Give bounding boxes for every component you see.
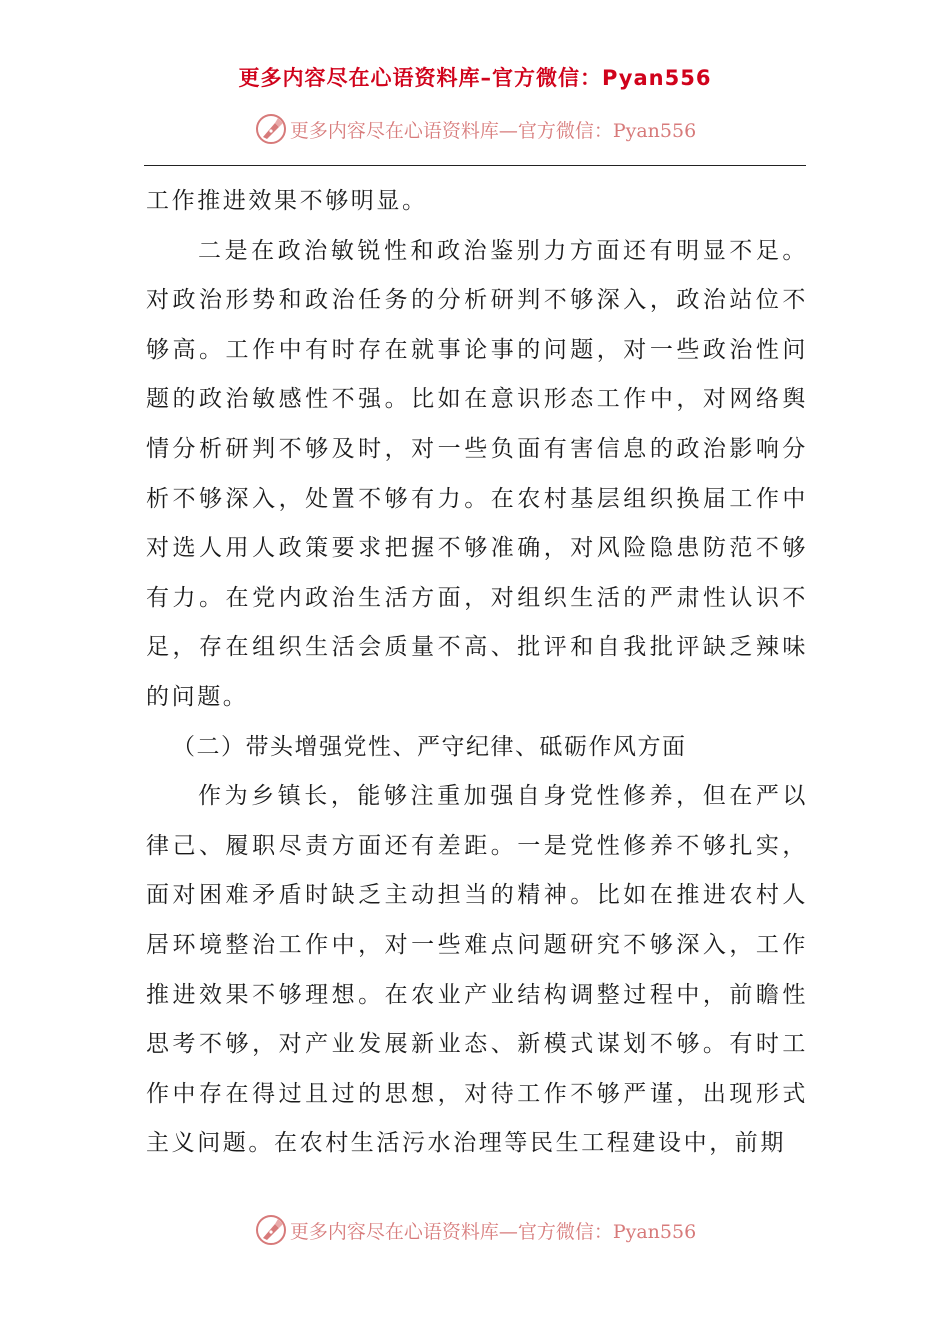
- pen-nib-logo-icon: [254, 1213, 288, 1247]
- footer-watermark-text: 更多内容尽在心语资料库—官方微信：Pyan556: [289, 1220, 697, 1243]
- body-paragraph: 二是在政治敏锐性和政治鉴别力方面还有明显不足。对政治形势和政治任务的分析研判不够深入，政治站位不够高。工作中有时存在就事论事的问题，对一些政治性问题的政治敏感性不强。比如在意识形态工作中，对网络舆情分析研判不够及时，对一些负面有害信息的政治影响分析不够深入，处置不够有力。在农村基层组织换届工作中对选人用人政策要求把握不够准确，对风险隐患防范不够有力。在党内政治生活方面，对组织生活的严肃性认识不足，存在组织生活会质量不高、批评和自我批评缺乏辣味的问题。: [146, 237, 808, 710]
- body-paragraph: 工作推进效果不够明显。: [146, 188, 428, 214]
- footer-watermark: [0, 1213, 950, 1247]
- body-paragraph: 作为乡镇长，能够注重加强自身党性修养，但在严以律己、履职尽责方面还有差距。一是党性修养不够扎实，面对困难矛盾时缺乏主动担当的精神。比如在推进农村人居环境整治工作中，对一些难点问题研究不够深入，工作推进效果不够理想。在农业产业结构调整过程中，前瞻性思考不够，对产业发展新业态、新模式谋划不够。有时工作中存在得过且过的思想，对待工作不够严谨，出现形式主义问题。在农村生活污水治理等民生工程建设中，前期: [146, 783, 808, 1157]
- section-heading: （二）带头增强党性、严守纪律、砥砺作风方面: [172, 733, 687, 760]
- pen-nib-logo-icon: [254, 112, 288, 146]
- header-watermark: [0, 112, 950, 146]
- header-divider: [144, 165, 806, 166]
- header-watermark-text: 更多内容尽在心语资料库—官方微信：Pyan556: [289, 119, 697, 142]
- document-body: [146, 177, 808, 1169]
- top-banner: 更多内容尽在心语资料库–官方微信：Pyan556: [238, 66, 712, 90]
